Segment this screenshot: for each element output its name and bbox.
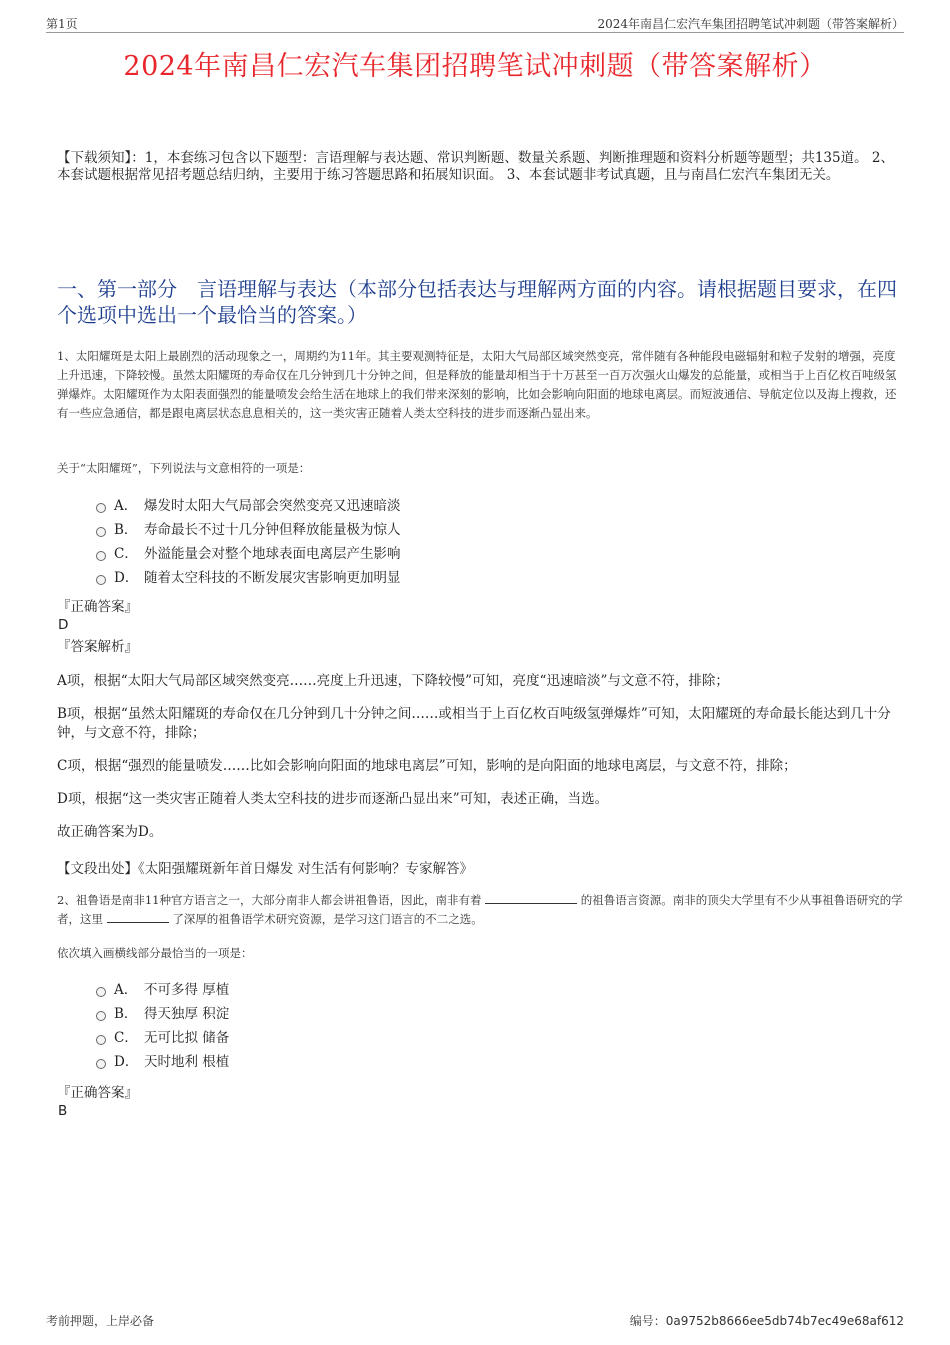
radio-icon[interactable] [96, 575, 106, 585]
q1-source: 【文段出处】《太阳强耀斑新年首日爆发 对生活有何影响？专家解答》 [57, 861, 474, 877]
footer-code: 编号：0a9752b8666ee5db74b7ec49e68af612 [629, 1314, 904, 1328]
q2-option-c[interactable]: C． 无可比拟 储备 [96, 1026, 596, 1050]
q2-option-b[interactable]: B． 得天独厚 积淀 [96, 1002, 596, 1026]
header-title: 2024年南昌仁宏汽车集团招聘笔试冲刺题（带答案解析） [597, 17, 904, 31]
document-title: 2024年南昌仁宏汽车集团招聘笔试冲刺题（带答案解析） [123, 51, 827, 82]
q1-analysis-b: B项，根据“虽然太阳耀斑的寿命仅在几分钟到几十分钟之间……或相当于上百亿枚百吨级氢弹爆炸”可知，太阳耀斑的寿命最长能达到几十分钟，与文意不符，排除； [57, 706, 891, 741]
question-2-passage: 2、祖鲁语是南非11种官方语言之一，大部分南非人都会讲祖鲁语，因此，南非有着 的祖鲁语言资源。南非的顶尖大学里有不少从事祖鲁语研究的学者，这里 了深厚的祖鲁语学术研究资源，是学习这门语言的不二之选。 [57, 893, 903, 926]
blank-1 [485, 891, 577, 904]
radio-icon[interactable] [96, 1059, 106, 1069]
page-header [46, 14, 904, 33]
q1-analysis-c: C项，根据“强烈的能量喷发……比如会影响向阳面的地球电离层”可知，影响的是向阳面的地球电离层，与文意不符，排除； [57, 758, 797, 774]
page-footer [46, 1312, 904, 1330]
q2-option-d[interactable]: D． 天时地利 根植 [96, 1050, 596, 1074]
q1-option-a[interactable]: A． 爆发时太阳大气局部会突然变亮又迅速暗淡 [96, 494, 596, 518]
q2-answer-label: 『正确答案』 [57, 1085, 138, 1101]
q2-answer-value: B [58, 1103, 68, 1119]
question-1-prompt: 关于“太阳耀斑”，下列说法与文意相符的一项是： [57, 461, 311, 475]
q1-analysis-a: A项，根据“太阳大气局部区域突然变亮……亮度上升迅速，下降较慢”可知，亮度“迅速暗淡”与文意不符，排除； [57, 673, 729, 689]
question-1-passage: 1、太阳耀斑是太阳上最剧烈的活动现象之一，周期约为11年。其主要观测特征是，太阳大气局部区域突然变亮，常伴随有各种能段电磁辐射和粒子发射的增强，亮度上升迅速，下降较慢。虽然太阳耀斑的寿命仅在几分钟到几十分钟之间，但是释放的能量却相当于十万甚至一百万次强火山爆发的总能量，或相当于上百亿枚百吨级氢弹爆炸。太阳耀斑作为太阳表面强烈的能量喷发会给生活在地球上的我们带来深刻的影响，比如会影响向阳面的地球电离层。而短波通信、导航定位以及海上搜救，还有一些应急通信，都是跟电离层状态息息相关的，这一类灾害正随着人类太空科技的进步而逐渐凸显出来。 [57, 349, 897, 420]
section-heading: 一、第一部分 言语理解与表达（本部分包括表达与理解两方面的内容。请根据题目要求，在四个选项中选出一个最恰当的答案。） [57, 277, 897, 327]
page-number: 第1页 [46, 17, 78, 31]
question-1-options [96, 494, 596, 590]
radio-icon[interactable] [96, 503, 106, 513]
footer-slogan: 考前押题，上岸必备 [46, 1314, 155, 1328]
q1-analysis-d: D项，根据“这一类灾害正随着人类太空科技的进步而逐渐凸显出来”可知，表述正确，当选。 [57, 791, 609, 807]
question-2-prompt: 依次填入画横线部分最恰当的一项是： [57, 946, 253, 960]
q1-option-c[interactable]: C． 外溢能量会对整个地球表面电离层产生影响 [96, 542, 596, 566]
download-notice: 【下载须知】：1，本套练习包含以下题型：言语理解与表达题、常识判断题、数量关系题、判断推理题和资料分析题等题型；共135道。 2、本套试题根据常见招考题总结归纳，主要用于练习答题思路和拓展知识面。 3、本套试题非考试真题，且与南昌仁宏汽车集团无关。 [57, 150, 894, 183]
radio-icon[interactable] [96, 1011, 106, 1021]
radio-icon[interactable] [96, 987, 106, 997]
q1-answer-label: 『正确答案』 [57, 599, 138, 615]
q1-analysis-label: 『答案解析』 [57, 639, 138, 655]
blank-2 [107, 910, 169, 923]
q1-answer-value: D [58, 617, 69, 633]
radio-icon[interactable] [96, 551, 106, 561]
radio-icon[interactable] [96, 527, 106, 537]
q2-option-a[interactable]: A． 不可多得 厚植 [96, 978, 596, 1002]
q1-analysis-conclusion: 故正确答案为D。 [57, 824, 163, 840]
question-2-options [96, 978, 596, 1074]
q1-option-b[interactable]: B． 寿命最长不过十几分钟但释放能量极为惊人 [96, 518, 596, 542]
q1-option-d[interactable]: D． 随着太空科技的不断发展灾害影响更加明显 [96, 566, 596, 590]
radio-icon[interactable] [96, 1035, 106, 1045]
